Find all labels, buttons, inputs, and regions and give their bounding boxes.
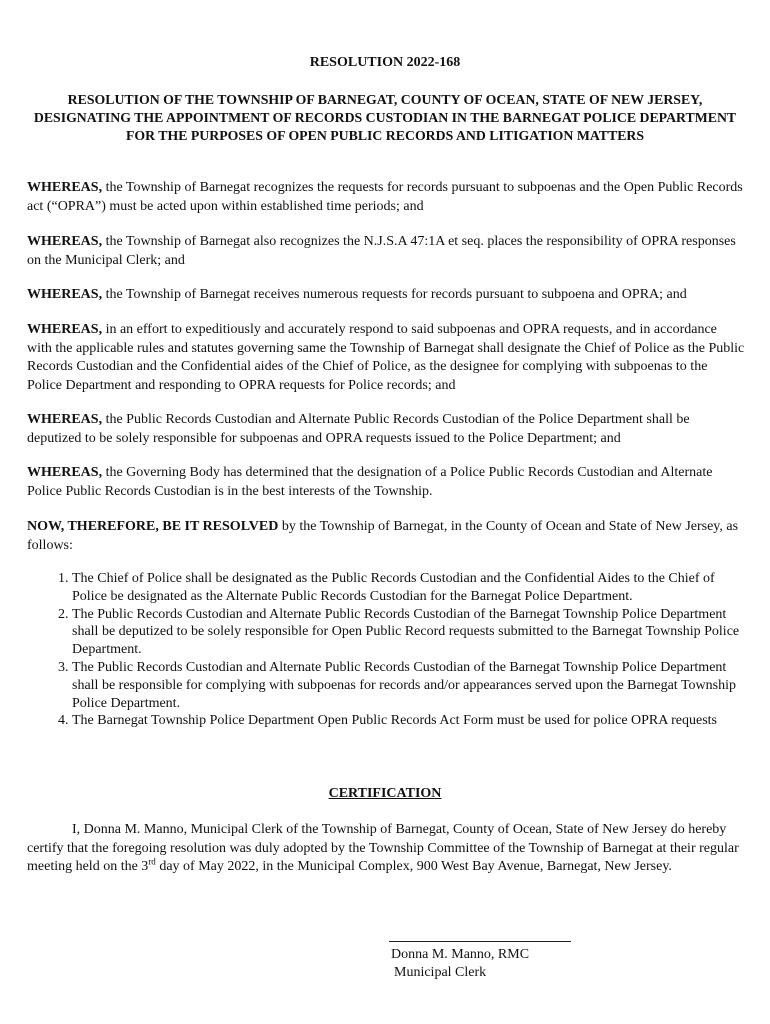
- resolution-items-list: [27, 570, 745, 730]
- whereas-lead: WHEREAS,: [27, 287, 103, 302]
- whereas-clause-2: [27, 233, 745, 270]
- resolution-item: 1. The Chief of Police shall be designated as the Public Records Custodian and the Confidential Aides to the Chief of Police be designated as the Alternate Public Records Custodian for the Barnegat Police Department.: [72, 570, 745, 606]
- whereas-text: the Governing Body has determined that the designation of a Police Public Records Custodian and Alternate Police Public Records Custodian is in the best interests of the Township.: [27, 465, 713, 499]
- whereas-clause-5: [27, 411, 745, 448]
- whereas-lead: WHEREAS,: [27, 322, 103, 337]
- whereas-text: the Township of Barnegat also recognizes the N.J.S.A 47:1A et seq. places the responsibility of OPRA responses on the Municipal Clerk; and: [27, 234, 736, 268]
- certification-heading: CERTIFICATION: [328, 786, 442, 801]
- certification-body: [27, 821, 745, 877]
- resolution-item: 2. The Public Records Custodian and Alternate Public Records Custodian of the Barnegat Township Police Department shall be deputized to be solely responsible for Open Public Record requests submitted to the Barnegat Township Police Department.: [72, 606, 745, 659]
- resolution-item: 4. The Barnegat Township Police Department Open Public Records Act Form must be used for police OPRA requests: [72, 712, 745, 730]
- signatory-name: Donna M. Manno, RMC: [391, 947, 530, 962]
- resolved-text: by the Township of Barnegat, in the County of Ocean and State of New Jersey, as follows:: [27, 519, 739, 553]
- whereas-text: in an effort to expeditiously and accurately respond to said subpoenas and OPRA requests, and in accordance with the applicable rules and statutes governing same the Township of Barnegat shall designate the Chief of Police as the Public Records Custodian and the Confidential aides of the Chief of Police, as the designee for complying with subpoenas to the Police Department and responding to OPRA requests for Police records; and: [27, 322, 745, 393]
- certification-text-continued: day of May 2022, in the Municipal Complex, 900 West Bay Avenue, Barnegat, New Jersey.: [155, 859, 672, 875]
- whereas-lead: WHEREAS,: [27, 412, 103, 427]
- resolved-clause: [27, 518, 745, 555]
- certification-text: I, Donna M. Manno, Municipal Clerk of the Township of Barnegat, County of Ocean, State of New Jersey do hereby certify that the foregoing resolution was duly adopted by the Township Committee of the Township of Barnegat at their regular meeting held on the 3: [27, 822, 739, 875]
- ordinal-suffix: rd: [148, 856, 156, 867]
- resolution-title: RESOLUTION OF THE TOWNSHIP OF BARNEGAT, COUNTY OF OCEAN, STATE OF NEW JERSEY, DESIGNATING THE APPOINTMENT OF RECORDS CUSTODIAN IN THE BARNEGAT POLICE DEPARTMENT FOR THE PURPOSES OF OPEN PUBLIC RECORDS AND LITIGATION MATTERS: [33, 92, 737, 143]
- whereas-clause-4: [27, 321, 745, 395]
- resolution-item: 3. The Public Records Custodian and Alternate Public Records Custodian of the Barnegat Township Police Department shall be responsible for complying with subpoenas for records and/or appearances served upon the Barnegat Township Police Department.: [72, 659, 745, 712]
- signature-line: [389, 941, 571, 942]
- whereas-text: the Public Records Custodian and Alternate Public Records Custodian of the Police Department shall be deputized to be solely responsible for subpoenas and OPRA requests issued to the Police Department; and: [27, 412, 690, 446]
- whereas-clause-1: [27, 179, 745, 216]
- whereas-clause-6: [27, 464, 745, 501]
- whereas-text: the Township of Barnegat recognizes the requests for records pursuant to subpoenas and the Open Public Records act (“OPRA”) must be acted upon within established time periods; and: [27, 180, 743, 214]
- whereas-lead: WHEREAS,: [27, 180, 103, 195]
- whereas-lead: WHEREAS,: [27, 234, 103, 249]
- resolution-number: RESOLUTION 2022-168: [309, 55, 461, 70]
- resolved-lead: NOW, THEREFORE, BE IT RESOLVED: [27, 519, 279, 534]
- whereas-text: the Township of Barnegat receives numerous requests for records pursuant to subpoena and OPRA; and: [102, 287, 687, 302]
- whereas-lead: WHEREAS,: [27, 465, 103, 480]
- signatory-title: Municipal Clerk: [394, 965, 487, 980]
- whereas-clause-3: [27, 286, 745, 305]
